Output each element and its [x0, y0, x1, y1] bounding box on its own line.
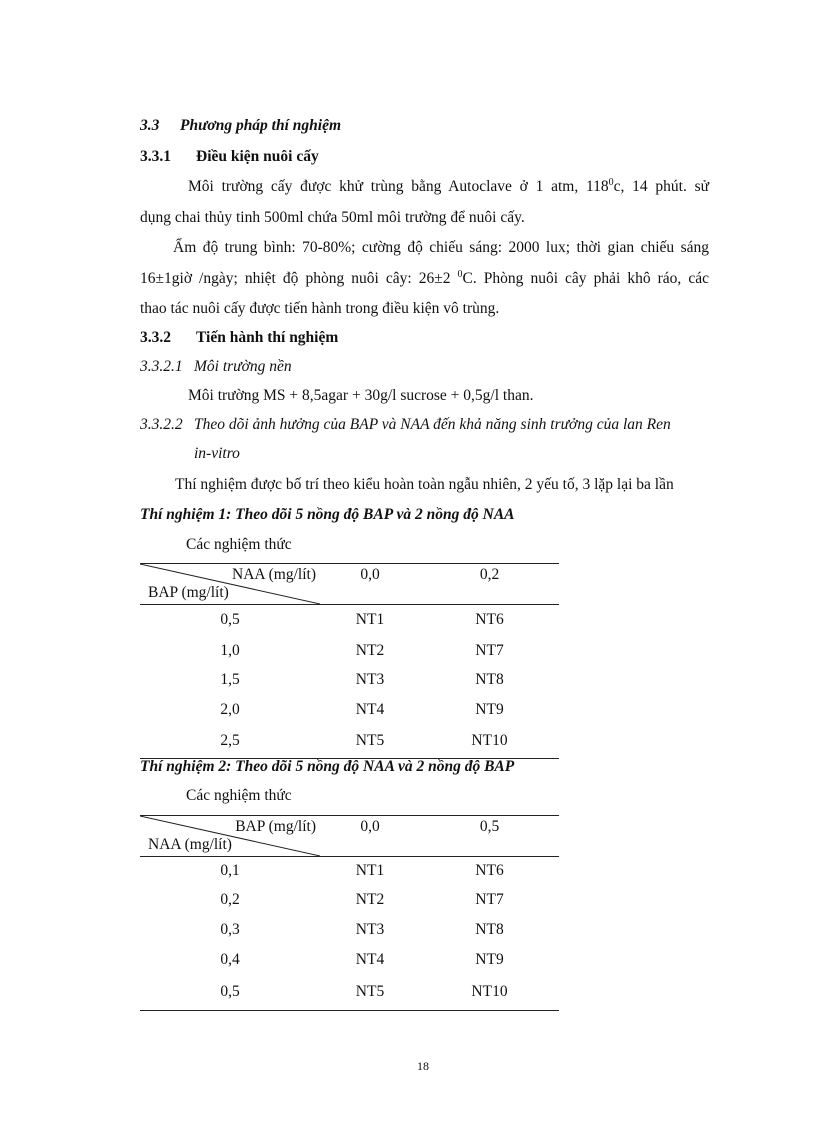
cell: NT10: [420, 975, 559, 1011]
section-title: Phương pháp thí nghiệm: [180, 117, 342, 134]
row-level: 0,2: [220, 890, 240, 908]
column-header: 0,2: [420, 564, 559, 605]
table-row: [140, 885, 559, 915]
column-header: 0,0: [320, 816, 420, 857]
cell: NT9: [475, 950, 504, 968]
section-heading-3-3-2-2: [140, 415, 671, 435]
table-row: [140, 636, 559, 666]
row-level: 0,1: [220, 861, 240, 879]
table-row: [140, 857, 559, 885]
cell: NT8: [475, 671, 504, 688]
table-row: [140, 945, 559, 975]
section-title-continued: in-vitro: [194, 445, 240, 462]
row-level: 0,4: [220, 950, 240, 968]
section-heading-3-3-2: [140, 328, 338, 348]
text: C. Phòng nuôi cây phải khô ráo, các: [462, 270, 709, 287]
table-header-row: [140, 816, 559, 857]
corner-cell: [140, 564, 320, 605]
cell: NT7: [475, 641, 504, 659]
section-number: 3.3.2.2: [140, 416, 183, 433]
cell: NT3: [355, 671, 385, 688]
page-number: 18: [417, 1059, 429, 1073]
experiment2-caption: Các nghiệm thức: [186, 787, 292, 804]
experiment1-table: [140, 563, 559, 759]
paragraph-conditions-line3: thao tác nuôi cấy được tiến hành trong điều kiện vô trùng.: [140, 300, 500, 317]
row-level: 0,3: [220, 920, 240, 938]
cell: NT2: [355, 641, 385, 659]
row-level: 2,0: [220, 700, 240, 718]
section-heading-3-3-2-1: [140, 357, 292, 377]
row-level: 0,5: [140, 975, 320, 1011]
table-row: [140, 666, 559, 695]
text: 16±1giờ /ngày; nhiệt độ phòng nuôi cây: 26±2: [140, 270, 458, 287]
section-title: Môi trường nền: [194, 358, 292, 375]
cell: NT5: [320, 975, 420, 1011]
row-variable-label: BAP (mg/lít): [148, 584, 229, 601]
section-title: Theo dõi ảnh hưởng của BAP và NAA đến khả năng sinh trưởng của lan Ren: [194, 416, 671, 433]
column-header: 0,5: [420, 816, 559, 857]
superscript: 0: [608, 176, 614, 188]
cell: NT5: [320, 725, 420, 759]
cell: NT2: [355, 890, 385, 908]
cell: NT4: [355, 950, 385, 968]
cell: NT6: [475, 611, 504, 629]
table-row: [140, 725, 559, 759]
cell: NT6: [475, 861, 504, 879]
paragraph-medium: Môi trường MS + 8,5agar + 30g/l sucrose + 0,5g/l than.: [188, 387, 534, 404]
section-number: 3.3.2: [140, 329, 171, 346]
row-level: 0,5: [220, 611, 240, 629]
cell: NT7: [475, 890, 504, 908]
section-heading-3-3-1: [140, 147, 319, 167]
section-title: Điều kiện nuôi cấy: [196, 148, 319, 165]
cell: NT1: [355, 861, 385, 879]
section-number: 3.3.2.1: [140, 358, 183, 375]
table-row: [140, 605, 559, 636]
text: c, 14 phút. sử: [613, 178, 710, 195]
experiment1-caption: Các nghiệm thức: [186, 536, 292, 553]
row-variable-label: NAA (mg/lít): [148, 836, 232, 853]
cell: NT4: [355, 700, 385, 718]
paragraph-conditions-line1: Ẩm độ trung bình: 70-80%; cường độ chiếu sáng: 2000 lux; thời gian chiếu sáng: [173, 239, 709, 256]
section-title: Tiến hành thí nghiệm: [196, 329, 339, 346]
column-variable-label: NAA (mg/lít): [232, 566, 316, 583]
paragraph-design: Thí nghiệm được bố trí theo kiểu hoàn toàn ngẫu nhiên, 2 yếu tố, 3 lặp lại ba lần: [175, 476, 674, 493]
cell: NT10: [420, 725, 559, 759]
text: Môi trường cấy được khử trùng bằng Autoclave ở 1 atm, 118: [188, 178, 609, 195]
experiment2-title: Thí nghiệm 2: Theo dõi 5 nồng độ NAA và 2 nồng độ BAP: [140, 758, 515, 775]
cell: NT9: [475, 700, 504, 718]
table-row: [140, 695, 559, 725]
row-level: 1,0: [220, 641, 240, 659]
section-heading-3-3: [140, 116, 341, 136]
cell: NT3: [355, 920, 385, 938]
row-level: 1,5: [220, 671, 240, 688]
cell: NT8: [475, 920, 504, 938]
table-header-row: [140, 564, 559, 605]
table-row: [140, 975, 559, 1011]
corner-cell: [140, 816, 320, 857]
section-number: 3.3: [140, 117, 160, 134]
column-header: 0,0: [320, 564, 420, 605]
experiment2-table: [140, 815, 559, 1011]
paragraph-sterilization-line2: dụng chai thủy tinh 500ml chứa 50ml môi trường để nuôi cấy.: [140, 209, 525, 226]
paragraph-sterilization-line1: [188, 177, 709, 197]
column-variable-label: BAP (mg/lít): [235, 818, 316, 835]
section-number: 3.3.1: [140, 148, 171, 165]
cell: NT1: [355, 611, 385, 629]
paragraph-conditions-line2: [140, 269, 709, 289]
row-level: 2,5: [140, 725, 320, 759]
experiment1-title: Thí nghiệm 1: Theo dõi 5 nồng độ BAP và 2 nồng độ NAA: [140, 506, 515, 523]
superscript: 0: [457, 268, 463, 280]
table-row: [140, 915, 559, 945]
